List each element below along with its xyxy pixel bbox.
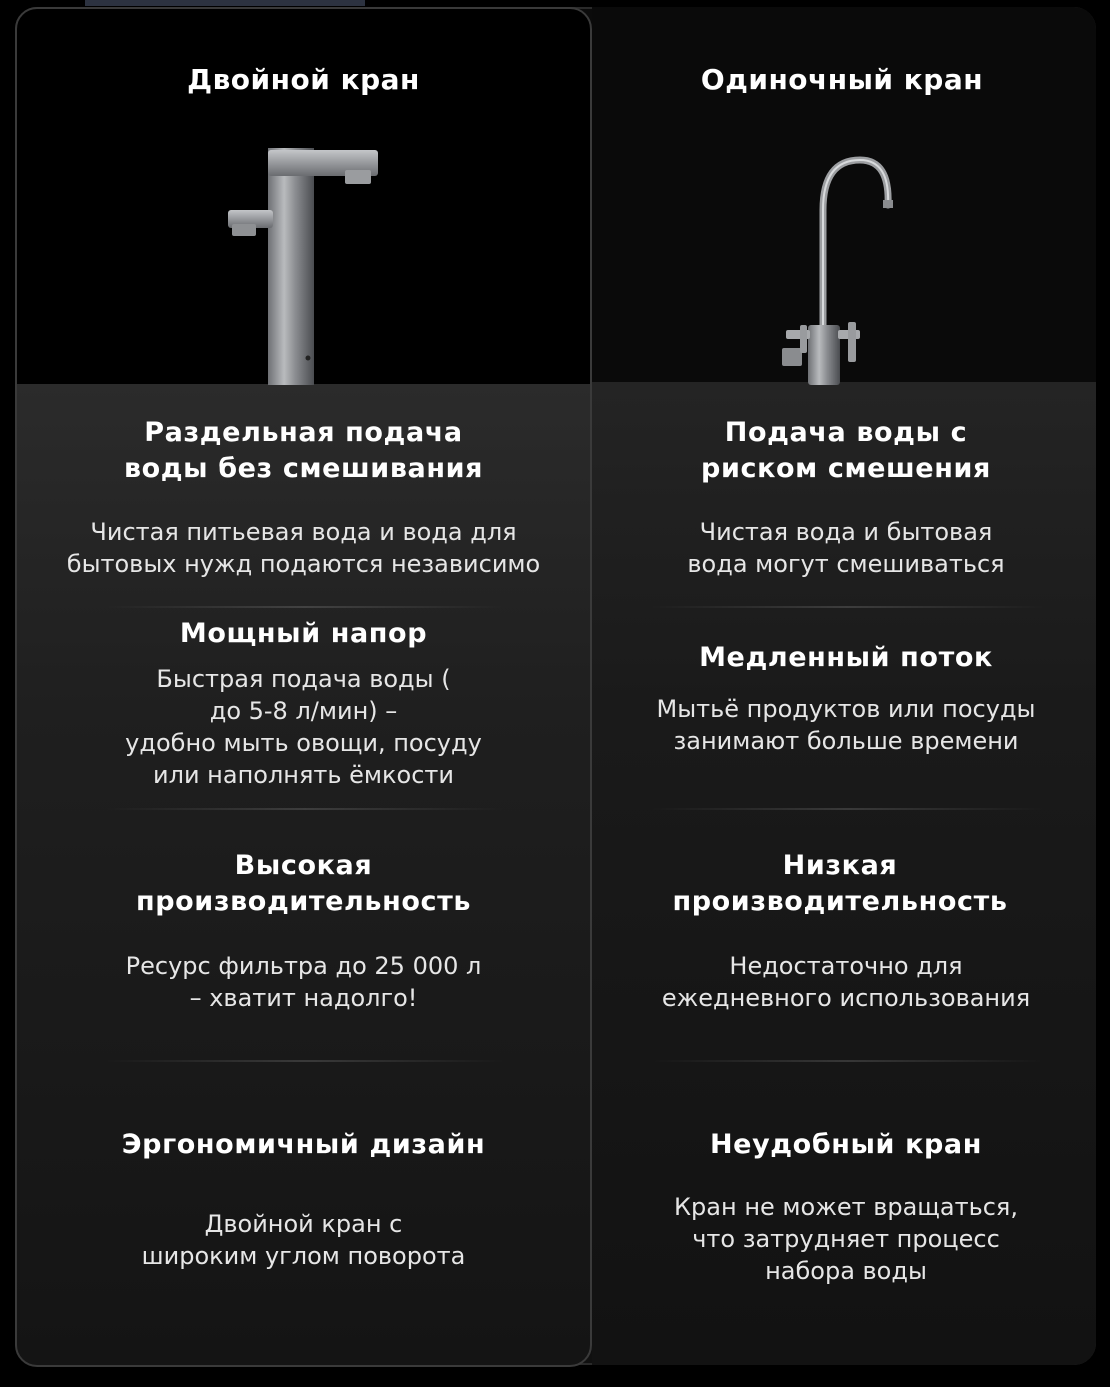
- right-feature-4-desc: Кран не может вращаться, что затрудняет процесс набора воды: [674, 1193, 1018, 1285]
- left-heading: Двойной кран: [187, 63, 420, 96]
- left-feature-2-title: Мощный напор: [179, 618, 428, 649]
- left-feature-3-desc: Ресурс фильтра до 25 000 л – хватит надолго!: [125, 952, 482, 1012]
- right-separator-3: [650, 1060, 1045, 1062]
- left-separator-3: [105, 1060, 505, 1062]
- double-faucet-image: [220, 140, 390, 385]
- left-feature-2-desc: Быстрая подача воды ( до 5-8 л/мин) – удобно мыть овощи, посуду или наполнять ёмкости: [125, 665, 482, 789]
- left-feature-3-title: Высокая производительность: [135, 850, 472, 917]
- right-feature-3-desc: Недостаточно для ежедневного использования: [661, 952, 1031, 1012]
- right-separator-1: [650, 606, 1045, 608]
- left-separator-2: [105, 808, 505, 810]
- right-feature-3-title: Низкая производительность: [672, 850, 1008, 917]
- right-feature-1-desc: Чистая вода и бытовая вода могут смешиваться: [687, 518, 1005, 578]
- left-feature-4-title: Эргономичный дизайн: [121, 1129, 486, 1160]
- left-separator-1: [105, 606, 505, 608]
- right-feature-2-title: Медленный поток: [699, 642, 993, 673]
- top-device-strip: [85, 0, 365, 6]
- right-feature-4-title: Неудобный кран: [709, 1129, 983, 1160]
- right-separator-2: [650, 808, 1045, 810]
- right-feature-2-desc: Мытьё продуктов или посуды занимают больше времени: [656, 695, 1036, 755]
- left-feature-4-desc: Двойной кран с широким углом поворота: [141, 1210, 466, 1270]
- left-feature-1-desc: Чистая питьевая вода и вода для бытовых нужд подаются независимо: [66, 518, 541, 578]
- single-faucet-image: [770, 150, 900, 385]
- right-heading: Одиночный кран: [700, 63, 984, 96]
- left-feature-1-title: Раздельная подача воды без смешивания: [123, 417, 484, 484]
- right-feature-1-title: Подача воды с риском смешения: [701, 417, 991, 484]
